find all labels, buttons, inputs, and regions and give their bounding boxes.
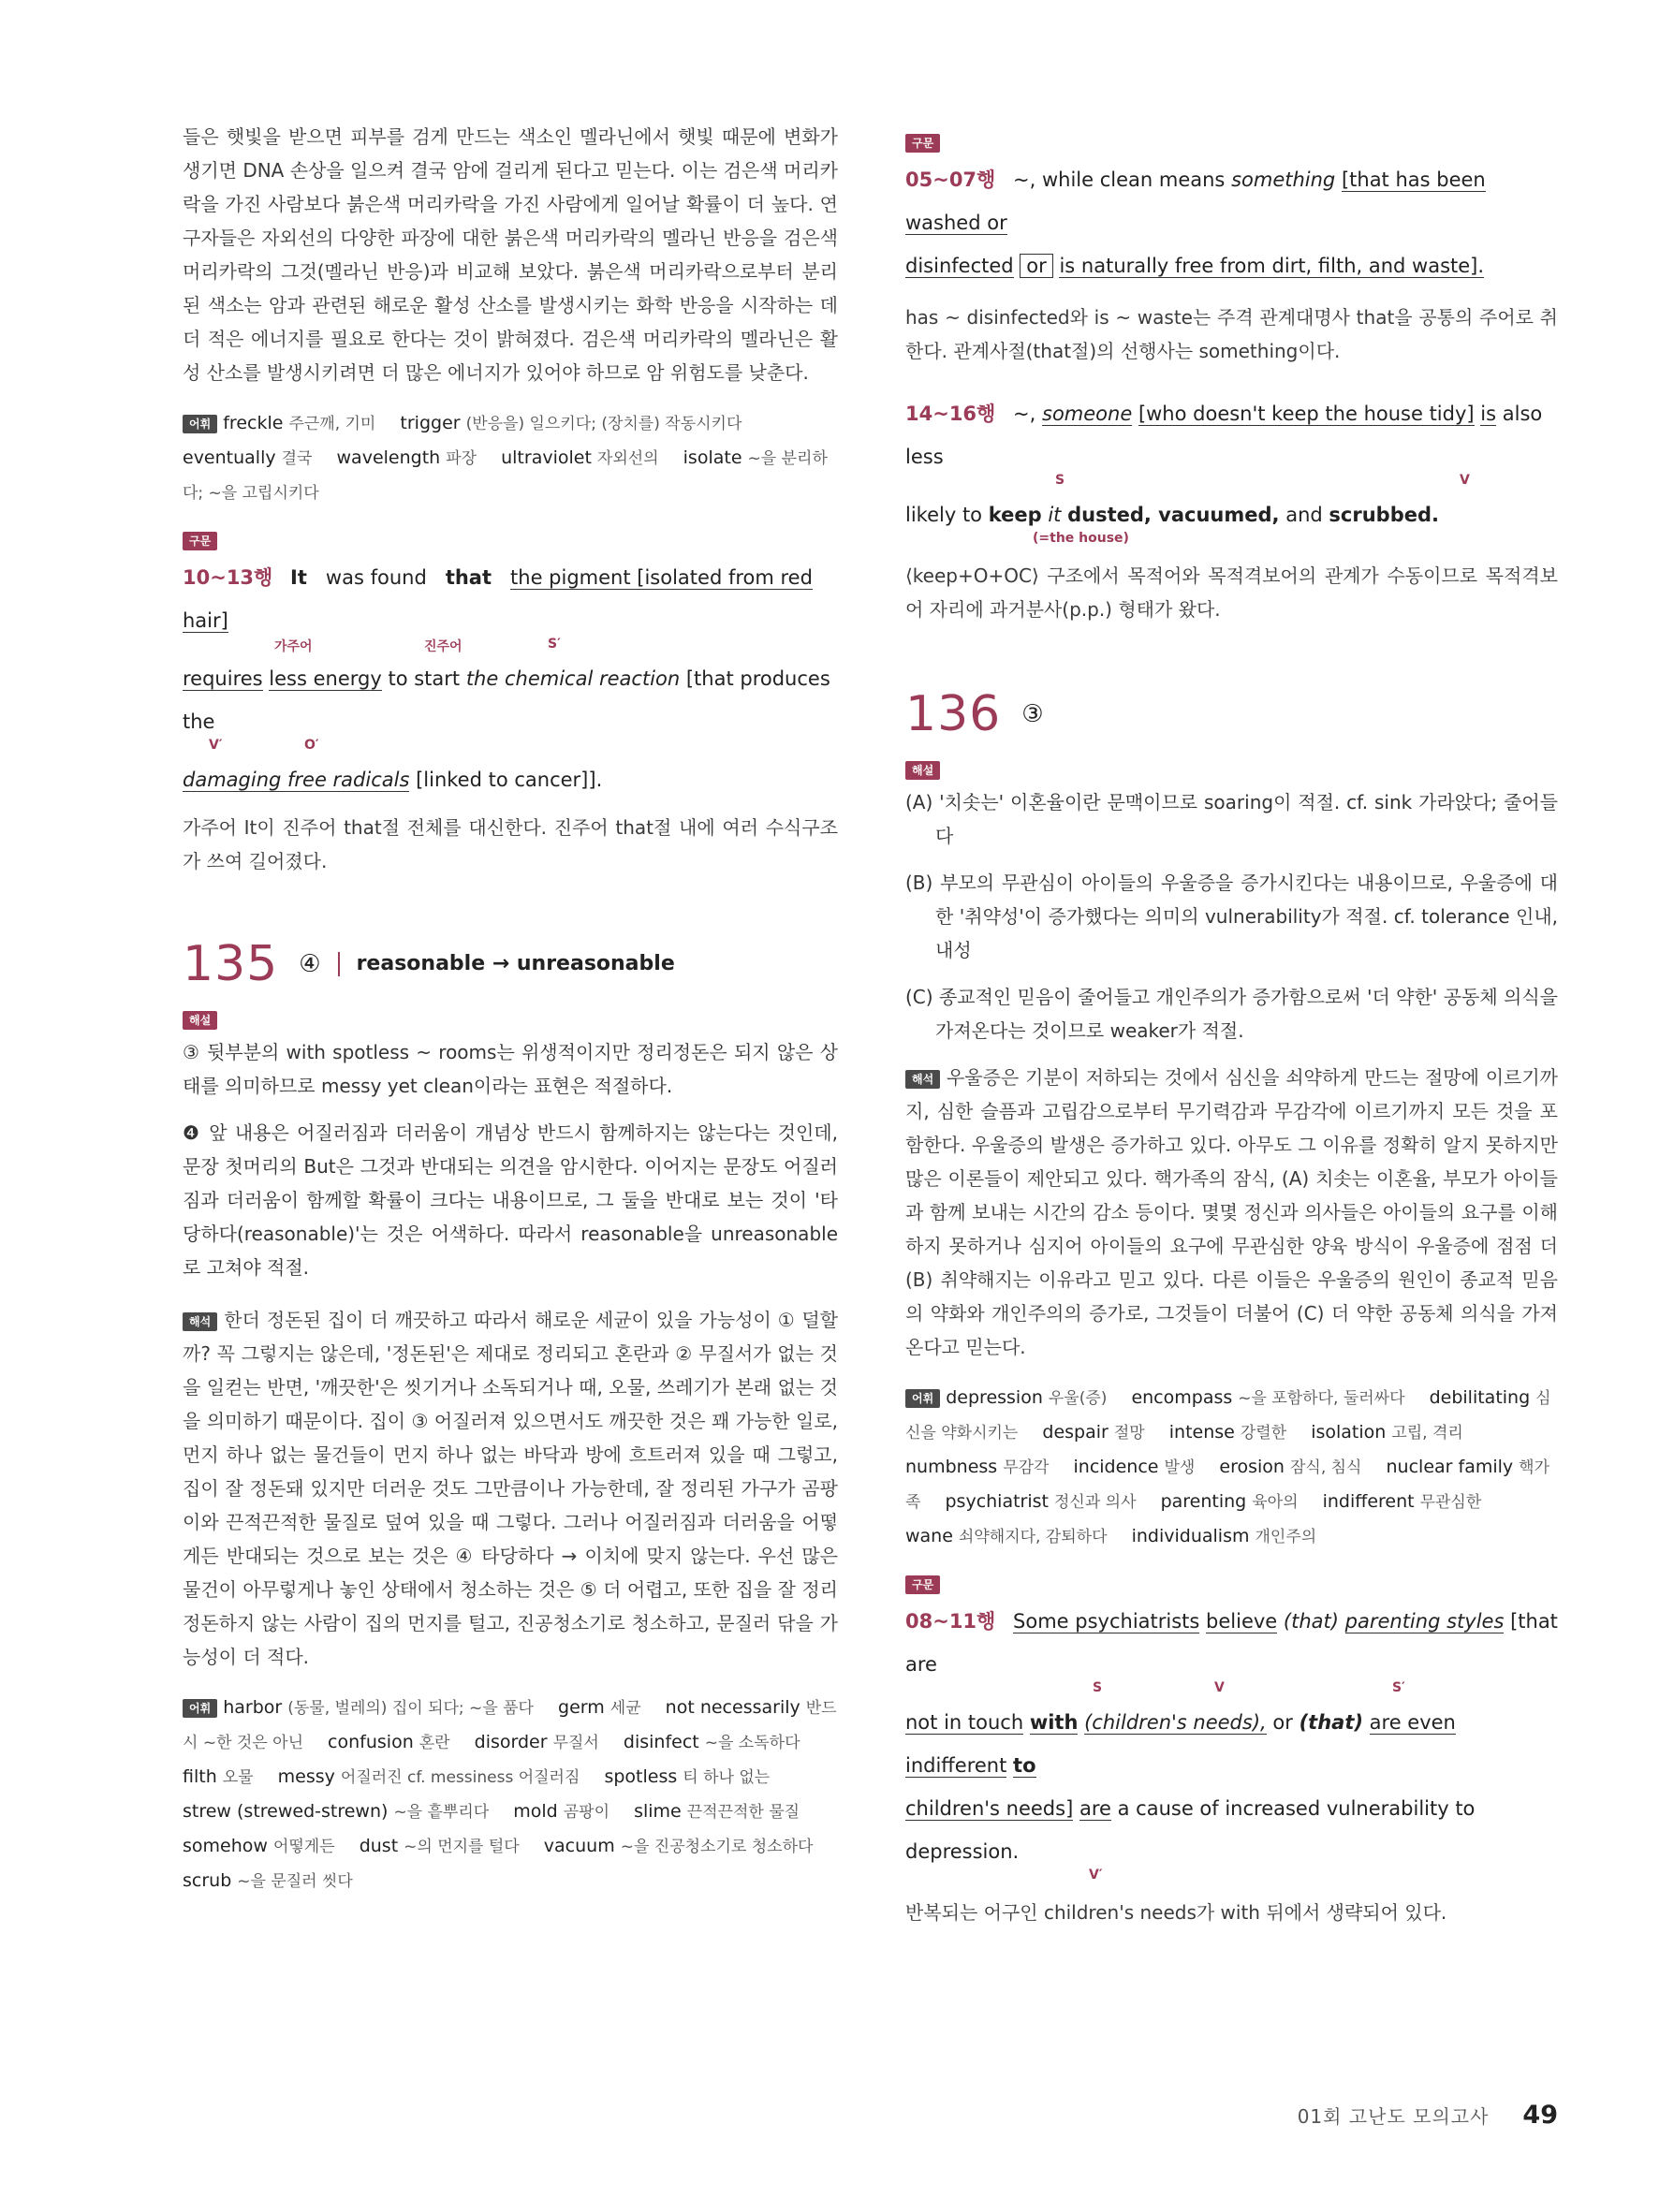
vocab-term: isolate bbox=[683, 447, 742, 468]
vocab-block-1 bbox=[183, 406, 838, 510]
explain-tag-line bbox=[905, 761, 1558, 781]
word: disinfected bbox=[905, 254, 1014, 277]
explain-item: ❹ 앞 내용은 어질러짐과 더러움이 개념상 반드시 함께하지는 않는다는 것인데, 문장 첫머리의 But은 그것과 반대되는 의견을 암시한다. 이어지는 문장도 어질러짐과 더러움이 함께할 확률이 크다는 내용이므로, 그 둘을 반대로 보는 것이 '타당하다(reasonable)'는 것은 어색하다. 따라서 reasonable을 unreasonable로 고쳐야 적절. bbox=[183, 1121, 838, 1279]
annotation-v-prime: V′ bbox=[209, 737, 223, 753]
vocab-meaning: 고립, 격리 bbox=[1391, 1424, 1463, 1443]
vocab-term: slime bbox=[634, 1801, 682, 1822]
word: [who doesn't keep the house tidy] bbox=[1138, 402, 1475, 425]
grammar-sentence-3 bbox=[905, 392, 1558, 478]
word: someone bbox=[1042, 402, 1133, 425]
grammar-note: ⟨keep+O+OC⟩ 구조에서 목적어와 목적격보어의 관계가 수동이므로 목적격보어 자리에 과거분사(p.p.) 형태가 왔다. bbox=[905, 564, 1558, 621]
trans-tag: 해석 bbox=[905, 1070, 940, 1089]
vocab-term: eventually bbox=[183, 447, 276, 468]
annotation-row bbox=[905, 472, 1558, 493]
vocab-meaning: 어질러진 cf. messiness 어질러짐 bbox=[340, 1768, 580, 1787]
vocab-term: spotless bbox=[604, 1766, 678, 1787]
vocab-block-3 bbox=[905, 1381, 1558, 1554]
vocab-meaning: 티 하나 없는 bbox=[683, 1768, 771, 1787]
annotation-row bbox=[905, 1679, 1558, 1701]
answer-choice: ④ bbox=[299, 949, 321, 978]
word: (that) bbox=[1283, 1609, 1339, 1633]
translation-block bbox=[905, 1061, 1558, 1364]
vocab-meaning: ~을 진공청소기로 청소하다 bbox=[620, 1838, 814, 1856]
vocab-term: individualism bbox=[1131, 1526, 1250, 1546]
annotation-v: V bbox=[1460, 472, 1470, 488]
word: likely to bbox=[905, 503, 983, 526]
word: to start bbox=[388, 667, 461, 690]
word: with bbox=[1029, 1710, 1079, 1734]
annotation-s-prime: S′ bbox=[1392, 1679, 1405, 1695]
left-column bbox=[183, 120, 838, 1919]
grammar-tag-line bbox=[183, 531, 838, 550]
grammar-sentence-4c bbox=[905, 1787, 1558, 1873]
line-ref: 14~16행 bbox=[905, 402, 996, 425]
word: or bbox=[1272, 1710, 1293, 1734]
vocab-term: erosion bbox=[1219, 1457, 1285, 1477]
vocab-meaning: 발생 bbox=[1164, 1458, 1196, 1477]
word: It bbox=[290, 565, 307, 589]
translation-text: 한더 정돈된 집이 더 깨끗하고 따라서 해로운 세균이 있을 가능성이 ① 덜할까? 꼭 그렇지는 않은데, '정돈된'은 제대로 정리되고 혼란과 ② 무질서가 없는 것을 일컫는 반면, '깨끗한'은 씻기거나 소독되거나 때, 오물, 쓰레기가 본래 없는 것을 의미하기 때문이다. 집이 ③ 어질러져 있으면서도 깨끗한 것은 꽤 가능한 일로, 먼지 하나 없는 물건들이 먼지 하나 없는 바닥과 방에 흐트러져 있을 때 그렇고, 집이 잘 정돈돼 있지만 더러운 것도 그만큼이나 가능한데, 잘 정리된 가구가 곰팡이와 끈적끈적한 물질로 덮여 있을 때 그렇다. 그러나 어질러짐과 더러움을 어떻게든 반대되는 것으로 보는 것은 ④ 타당하다 → 이치에 맞지 않는다. 우선 많은 물건이 아무렇게나 놓인 상태에서 청소하는 것은 ⑤ 더 어렵고, 또한 집을 잘 정리 정돈하지 않는 사람이 집의 먼지를 털고, 진공청소기로 청소하고, 문질러 닦을 가능성이 더 적다. bbox=[183, 1309, 838, 1668]
annotation-dummy-subject: 가주어 bbox=[274, 638, 313, 654]
vocab-term: trigger bbox=[400, 413, 461, 433]
vocab-meaning: 오물 bbox=[222, 1768, 254, 1787]
word: [that has been washed or bbox=[905, 168, 1486, 234]
word: parenting styles bbox=[1344, 1609, 1505, 1633]
vocab-meaning: 육아의 bbox=[1252, 1493, 1299, 1512]
word: not in touch bbox=[905, 1710, 1024, 1734]
right-column bbox=[905, 120, 1558, 1946]
vocab-meaning: (동물, 벌레의) 집이 되다; ~을 품다 bbox=[287, 1699, 534, 1718]
explain-item: ③ 뒷부분의 with spotless ~ rooms는 위생적이지만 정리정돈은 되지 않은 상태를 의미하므로 messy yet clean이라는 표현은 적절하다. bbox=[183, 1041, 838, 1097]
vocab-term: depression bbox=[946, 1387, 1043, 1408]
vocab-meaning: 곰팡이 bbox=[563, 1803, 610, 1822]
word: the chemical reaction bbox=[465, 667, 681, 690]
vocab-meaning: 심신을 약화시키는 bbox=[905, 1389, 1551, 1443]
vocab-term: nuclear family bbox=[1386, 1457, 1514, 1477]
vocab-meaning: 우울(증) bbox=[1048, 1389, 1108, 1408]
vocab-list bbox=[905, 1387, 1551, 1546]
line-ref: 05~07행 bbox=[905, 168, 996, 191]
grammar-sentence-2b bbox=[905, 244, 1558, 287]
vocab-tag: 어휘 bbox=[183, 415, 217, 433]
grammar-sentence-1b bbox=[183, 657, 838, 743]
word: [linked to cancer]]. bbox=[416, 768, 603, 791]
word: is naturally free from dirt, filth, and waste]. bbox=[1059, 254, 1485, 277]
word: [that are bbox=[905, 1609, 1558, 1676]
word: a cause of increased vulnerability to depression. bbox=[905, 1796, 1476, 1863]
word: (children's needs), bbox=[1084, 1710, 1267, 1734]
explain-item-b: (B) 부모의 무관심이 아이들의 우울증을 증가시킨다는 내용이므로, 우울증에 대한 '취약성'이 증가했다는 의미의 vulnerability가 적절. cf. tolerance 인내, 내성 bbox=[905, 872, 1558, 961]
vocab-term: intense bbox=[1168, 1422, 1235, 1443]
vocab-term: filth bbox=[183, 1766, 217, 1787]
vocab-term: vacuum bbox=[543, 1836, 615, 1856]
vocab-meaning: 정신과 의사 bbox=[1054, 1493, 1137, 1512]
word: are even indifferent bbox=[905, 1710, 1456, 1777]
translation-text: 우울증은 기분이 저하되는 것에서 심신을 쇠약하게 만드는 절망에 이르기까지, 심한 슬픔과 고립감으로부터 무기력감과 무감각에 이르기까지 모든 것을 포함한다. 우울증의 발생은 증가하고 있다. 아무도 그 이유를 정확히 알지 못하지만 많은 이론들이 제안되고 있다. 핵가족의 잠식, (A) 치솟는 이혼율, 부모가 아이들과 함께 보내는 시간의 감소 등이다. 몇몇 정신과 의사들은 아이들의 요구를 이해하지 못하거나 심지어 아이들의 요구에 무관심한 양육 방식이 우울증에 점점 더 (B) 취약해지는 이유라고 믿고 있다. 다른 이들은 우울증의 원인이 종교적 믿음의 약화와 개인주의의 증가로, 그것들이 더불어 (C) 더 약한 공동체 의식을 가져온다고 믿는다. bbox=[905, 1066, 1558, 1358]
grammar-sentence-4b bbox=[905, 1701, 1558, 1787]
vocab-meaning: 쇠약해지다, 감퇴하다 bbox=[958, 1528, 1108, 1546]
word: [that produces the bbox=[183, 667, 830, 733]
vocab-term: freckle bbox=[223, 413, 284, 433]
vocab-term: disorder bbox=[474, 1732, 548, 1752]
vocab-term: wane bbox=[905, 1526, 953, 1546]
vocab-term: harbor bbox=[223, 1697, 283, 1718]
vocab-term: disinfect bbox=[623, 1732, 699, 1752]
grammar-sentence-4 bbox=[905, 1600, 1558, 1686]
vocab-meaning: 개인주의 bbox=[1255, 1528, 1317, 1546]
vocab-meaning: ~을 포함하다, 둘러싸다 bbox=[1238, 1389, 1405, 1408]
vocab-term: isolation bbox=[1311, 1422, 1387, 1443]
vocab-term: despair bbox=[1042, 1422, 1109, 1443]
word: less energy bbox=[269, 667, 382, 690]
explain-tag: 해설 bbox=[905, 761, 940, 780]
word: dusted, vacuumed, bbox=[1067, 503, 1280, 526]
vocab-meaning: 잠식, 침식 bbox=[1289, 1458, 1362, 1477]
vocab-term: numbness bbox=[905, 1457, 998, 1477]
annotation-real-subject: 진주어 bbox=[424, 638, 463, 654]
annotation-row bbox=[905, 1867, 1558, 1888]
line-ref: 08~11행 bbox=[905, 1609, 996, 1633]
word: ~, while clean means bbox=[1013, 168, 1226, 191]
vocab-meaning: 반드시 ~한 것은 아닌 bbox=[183, 1699, 837, 1752]
vocab-term: messy bbox=[277, 1766, 335, 1787]
vocab-meaning: (반응을) 일으키다; (장치를) 작동시키다 bbox=[465, 415, 742, 433]
word: is bbox=[1480, 402, 1497, 425]
vocab-term: confusion bbox=[328, 1732, 414, 1752]
annotation-row bbox=[183, 636, 838, 657]
word: are bbox=[1079, 1796, 1111, 1820]
vocab-meaning: ~을 흩뿌리다 bbox=[393, 1803, 490, 1822]
vocab-list bbox=[183, 1697, 837, 1891]
annotation-row bbox=[905, 530, 1558, 551]
vocab-term: indifferent bbox=[1322, 1491, 1415, 1512]
trans-tag: 해석 bbox=[183, 1312, 217, 1331]
answer-choice: ③ bbox=[1021, 699, 1044, 728]
vocab-term: not necessarily bbox=[665, 1697, 800, 1718]
vocab-meaning: 주근깨, 기미 bbox=[288, 415, 376, 433]
annotation-s-prime: S′ bbox=[548, 636, 561, 652]
grammar-tag: 구문 bbox=[905, 1575, 940, 1594]
vocab-meaning: 무관심한 bbox=[1419, 1493, 1482, 1512]
annotation-ref: (=the house) bbox=[1033, 530, 1129, 546]
vocab-term: psychiatrist bbox=[945, 1491, 1049, 1512]
grammar-tag: 구문 bbox=[183, 532, 217, 550]
annotation-s: S bbox=[1055, 472, 1065, 488]
explain-item-c: (C) 종교적인 믿음이 줄어들고 개인주의가 증가함으로써 '더 약한' 공동체 의식을 가져온다는 것이므로 weaker가 적절. bbox=[905, 986, 1558, 1042]
vocab-term: encompass bbox=[1131, 1387, 1233, 1408]
word: keep bbox=[988, 503, 1042, 526]
word: that bbox=[445, 565, 492, 589]
vocab-term: somehow bbox=[183, 1836, 268, 1856]
vocab-meaning: 무감각 bbox=[1003, 1458, 1050, 1477]
vocab-meaning: 결국 bbox=[281, 449, 313, 468]
grammar-tag-line bbox=[905, 1575, 1558, 1594]
vocab-meaning: 혼란 bbox=[418, 1734, 450, 1752]
grammar-note: 가주어 It이 진주어 that절 전체를 대신한다. 진주어 that절 내에 여러 수식구조가 쓰여 길어졌다. bbox=[183, 815, 838, 872]
word: something bbox=[1231, 168, 1336, 191]
annotation-v: V bbox=[1214, 1679, 1225, 1695]
correction: reasonable → unreasonable bbox=[356, 952, 675, 975]
separator bbox=[338, 952, 340, 976]
vocab-meaning: ~을 분리하다; ~을 고립시키다 bbox=[183, 449, 828, 503]
vocab-term: mold bbox=[513, 1801, 558, 1822]
word: ~, bbox=[1013, 402, 1036, 425]
word: and bbox=[1285, 503, 1323, 526]
vocab-meaning: ~을 문질러 씻다 bbox=[237, 1872, 353, 1891]
explain-tag-line bbox=[183, 1011, 838, 1031]
page-footer bbox=[1298, 2101, 1558, 2130]
grammar-sentence-1 bbox=[183, 556, 838, 642]
grammar-tag: 구문 bbox=[905, 134, 940, 153]
boxed-conjunction: or bbox=[1020, 254, 1052, 278]
word: believe bbox=[1206, 1609, 1278, 1633]
grammar-note: has ~ disinfected와 is ~ waste는 주격 관계대명사 that을 공통의 주어로 취한다. 관계사절(that절)의 선행사는 something이다. bbox=[905, 305, 1558, 362]
intro-translation: 들은 햇빛을 받으면 피부를 검게 만드는 색소인 멜라닌에서 햇빛 때문에 변화가 생기면 DNA 손상을 일으켜 결국 암에 걸리게 된다고 믿는다. 이는 검은색 머리카락을 가진 사람보다 붉은색 머리카락을 가진 사람에게 일어날 확률이 더 높다. 연구자들은 자외선의 다양한 파장에 대한 붉은색 머리카락의 멜라닌 반응을 검은색 머리카락의 그것(멜라닌 반응)과 비교해 보았다. 붉은색 머리카락으로부터 분리된 색소는 암과 관련된 해로운 활성 산소를 발생시키는 화학 반응을 시작하는 데 더 적은 에너지를 필요로 한다는 것이 밝혀졌다. 검은색 머리카락의 멜라닌은 활성 산소를 발생시키려면 더 많은 에너지가 있어야 하므로 암 위험도를 낮춘다. bbox=[183, 125, 838, 384]
grammar-sentence-1c bbox=[183, 758, 838, 801]
vocab-meaning: 자외선의 bbox=[596, 449, 659, 468]
vocab-meaning: 어떻게든 bbox=[272, 1838, 335, 1856]
vocab-term: scrub bbox=[183, 1870, 232, 1891]
vocab-list bbox=[183, 413, 828, 503]
footer-title: 01회 고난도 모의고사 bbox=[1297, 2105, 1490, 2128]
word: to bbox=[1013, 1753, 1036, 1777]
line-ref: 10~13행 bbox=[183, 565, 273, 589]
vocab-term: incidence bbox=[1073, 1457, 1159, 1477]
question-number: 135 bbox=[183, 935, 279, 992]
word: the pigment [isolated from red hair] bbox=[183, 565, 813, 632]
word: Some psychiatrists bbox=[1013, 1609, 1200, 1633]
word: children's needs] bbox=[905, 1796, 1074, 1820]
word: it bbox=[1048, 503, 1062, 526]
word: was found bbox=[325, 565, 427, 589]
vocab-meaning: 핵가족 bbox=[905, 1458, 1550, 1512]
vocab-term: debilitating bbox=[1429, 1387, 1531, 1408]
grammar-note: 반복되는 어구인 children's needs가 with 뒤에서 생략되어 있다. bbox=[905, 1900, 1447, 1924]
vocab-meaning: 끈적끈적한 물질 bbox=[686, 1803, 800, 1822]
vocab-term: strew (strewed-strewn) bbox=[183, 1801, 389, 1822]
word: requires bbox=[183, 667, 263, 690]
vocab-meaning: 세균 bbox=[609, 1699, 641, 1718]
word: (that) bbox=[1299, 1710, 1363, 1734]
question-136-header bbox=[905, 686, 1558, 742]
page-number: 49 bbox=[1522, 2101, 1558, 2130]
word: scrubbed. bbox=[1329, 503, 1439, 526]
grammar-tag-line bbox=[905, 133, 1558, 153]
word: damaging free radicals bbox=[183, 768, 410, 791]
vocab-tag: 어휘 bbox=[905, 1389, 940, 1408]
grammar-sentence-3b bbox=[905, 493, 1558, 536]
vocab-term: wavelength bbox=[336, 447, 441, 468]
vocab-meaning: 강렬한 bbox=[1240, 1424, 1287, 1443]
vocab-term: ultraviolet bbox=[501, 447, 592, 468]
vocab-meaning: 무질서 bbox=[552, 1734, 599, 1752]
annotation-o-prime: O′ bbox=[304, 737, 319, 753]
annotation-v-prime: V′ bbox=[1089, 1867, 1103, 1882]
question-135-header bbox=[183, 936, 838, 992]
grammar-sentence-2 bbox=[905, 158, 1558, 244]
question-number: 136 bbox=[905, 685, 1002, 742]
explain-tag: 해설 bbox=[183, 1011, 217, 1030]
vocab-term: dust bbox=[359, 1836, 399, 1856]
vocab-term: germ bbox=[558, 1697, 605, 1718]
translation-block bbox=[183, 1303, 838, 1674]
vocab-tag: 어휘 bbox=[183, 1699, 217, 1718]
vocab-meaning: 절망 bbox=[1113, 1424, 1145, 1443]
annotation-row bbox=[183, 737, 838, 758]
explain-item-a: (A) '치솟는' 이혼율이란 문맥이므로 soaring이 적절. cf. sink 가라앉다; 줄어들다 bbox=[905, 791, 1558, 847]
vocab-block-2 bbox=[183, 1691, 838, 1898]
vocab-meaning: ~의 먼지를 털다 bbox=[404, 1838, 520, 1856]
word: also less bbox=[905, 402, 1543, 468]
annotation-s: S bbox=[1093, 1679, 1103, 1695]
vocab-meaning: 파장 bbox=[446, 449, 477, 468]
vocab-term: parenting bbox=[1160, 1491, 1247, 1512]
vocab-meaning: ~을 소독하다 bbox=[704, 1734, 800, 1752]
